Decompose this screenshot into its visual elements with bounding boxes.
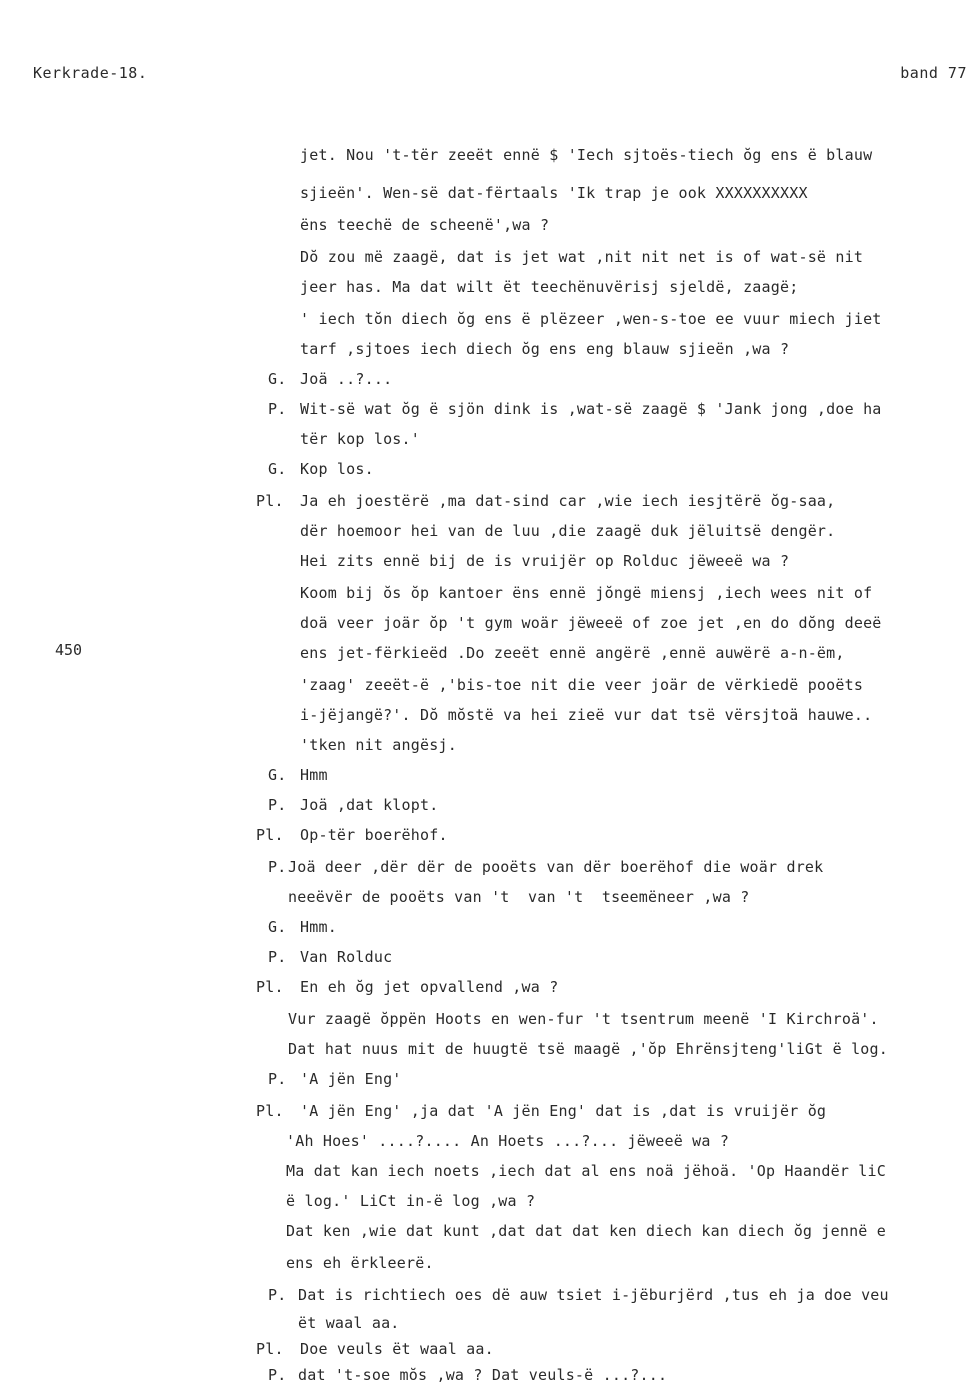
- utterance-text: neeëvër de pooëts van 't van 't tseemëneer ,wa ?: [288, 888, 750, 906]
- speaker-label: G.: [268, 460, 287, 478]
- utterance-text: 'Ah Hoes' ....?.... An Hoets ...?... jëweeë wa ?: [286, 1132, 730, 1150]
- utterance-text: tarf ,sjtoes iech diech ŏg ens eng blauw sjieën ,wa ?: [300, 340, 790, 358]
- speaker-label: P.: [268, 1286, 287, 1304]
- utterance-text: tër kop los.': [300, 430, 420, 448]
- utterance-text: ë log.' LiCt in-ë log ,wa ?: [286, 1192, 536, 1210]
- speaker-label: G.: [268, 370, 287, 388]
- utterance-text: Vur zaagë ŏppën Hoots en wen-fur 't tsentrum meenë 'I Kirchroä'.: [288, 1010, 879, 1028]
- speaker-label: P.: [268, 796, 287, 814]
- speaker-label: P.: [268, 1070, 287, 1088]
- utterance-text: 'A jën Eng' ,ja dat 'A jën Eng' dat is ,dat is vruijër ŏg: [300, 1102, 827, 1120]
- utterance-text: jet. Nou 't-tër zeeët ennë $ 'Iech sjtoës-tiech ŏg ens ë blauw: [300, 146, 873, 164]
- speaker-label: Pl.: [256, 978, 284, 996]
- utterance-text: sjieën'. Wen-së dat-fërtaals 'Ik trap je ook XXXXXXXXXX: [300, 184, 808, 202]
- utterance-text: Dat is richtiech oes dë auw tsiet i-jëburjërd ,tus eh ja doe veu: [298, 1286, 889, 1304]
- utterance-text: Hmm.: [300, 918, 337, 936]
- speaker-label: P.: [268, 948, 287, 966]
- speaker-label: G.: [268, 918, 287, 936]
- utterance-text: dat 't-soe mŏs ,wa ? Dat veuls-ë ...?...: [298, 1366, 668, 1384]
- utterance-text: Ma dat kan iech noets ,iech dat al ens noä jëhoä. 'Op Haandër liC: [286, 1162, 886, 1180]
- utterance-text: Ja eh joestërë ,ma dat-sind car ,wie iech iesjtërë ŏg-saa,: [300, 492, 836, 510]
- utterance-text: Hmm: [300, 766, 328, 784]
- utterance-text: 'tken nit angësj.: [300, 736, 457, 754]
- utterance-text: ens jet-fërkieëd .Do zeeët ennë angërë ,ennë auwërë a-n-ëm,: [300, 644, 845, 662]
- page-header-left: Kerkrade-18.: [33, 64, 148, 82]
- utterance-text: 'zaag' zeeët-ë ,'bis-toe nit die veer joär de vërkiedë pooëts: [300, 676, 864, 694]
- margin-line-number: 450: [55, 641, 83, 659]
- utterance-text: ëns teechë de scheenë',wa ?: [300, 216, 550, 234]
- utterance-text: Joä ,dat klopt.: [300, 796, 439, 814]
- utterance-text: Dat hat nuus mit de huugtë tsë maagë ,'ŏp Ehrënsjteng'liGt ë log.: [288, 1040, 888, 1058]
- utterance-text: ens eh ërkleerë.: [286, 1254, 434, 1272]
- utterance-text: Dŏ zou më zaagë, dat is jet wat ,nit nit net is of wat-së nit: [300, 248, 864, 266]
- utterance-text: En eh ŏg jet opvallend ,wa ?: [300, 978, 559, 996]
- speaker-label: P.: [268, 1366, 287, 1384]
- utterance-text: Wit-së wat ŏg ë sjön dink is ,wat-së zaagë $ 'Jank jong ,doe ha: [300, 400, 882, 418]
- utterance-text: Hei zits ennë bij de is vruijër op Rolduc jëweeë wa ?: [300, 552, 790, 570]
- utterance-text: Van Rolduc: [300, 948, 393, 966]
- utterance-text: 'A jën Eng': [300, 1070, 402, 1088]
- utterance-text: Joä deer ,dër dër de pooëts van dër boerëhof die woär drek: [288, 858, 824, 876]
- speaker-label: Pl.: [256, 492, 284, 510]
- speaker-label: Pl.: [256, 826, 284, 844]
- speaker-label: G.: [268, 766, 287, 784]
- utterance-text: Doe veuls ët waal aa.: [300, 1340, 494, 1358]
- utterance-text: jeer has. Ma dat wilt ët teechënuvërisj sjeldë, zaagë;: [300, 278, 799, 296]
- speaker-label: Pl.: [256, 1102, 284, 1120]
- utterance-text: Kop los.: [300, 460, 374, 478]
- utterance-text: ' iech tŏn diech ŏg ens ë plëzeer ,wen-s-toe ee vuur miech jiet: [300, 310, 882, 328]
- utterance-text: Op-tër boerëhof.: [300, 826, 448, 844]
- utterance-text: dër hoemoor hei van de luu ,die zaagë duk jëluitsë dengër.: [300, 522, 836, 540]
- speaker-label: P.: [268, 400, 287, 418]
- speaker-label: P.: [268, 858, 287, 876]
- utterance-text: Joä ..?...: [300, 370, 393, 388]
- utterance-text: doä veer joär ŏp 't gym woär jëweeë of zoe jet ,en do dŏng deeë: [300, 614, 882, 632]
- utterance-text: ët waal aa.: [298, 1314, 400, 1332]
- utterance-text: Dat ken ,wie dat kunt ,dat dat dat ken diech kan diech ŏg jennë e: [286, 1222, 886, 1240]
- page-header-right: band 77: [900, 64, 967, 82]
- utterance-text: Koom bij ŏs ŏp kantoer ëns ennë jŏngë miensj ,iech wees nit of: [300, 584, 873, 602]
- utterance-text: i-jëjangë?'. Dŏ mŏstë va hei zieë vur dat tsë vërsjtoä hauwe..: [300, 706, 873, 724]
- speaker-label: Pl.: [256, 1340, 284, 1358]
